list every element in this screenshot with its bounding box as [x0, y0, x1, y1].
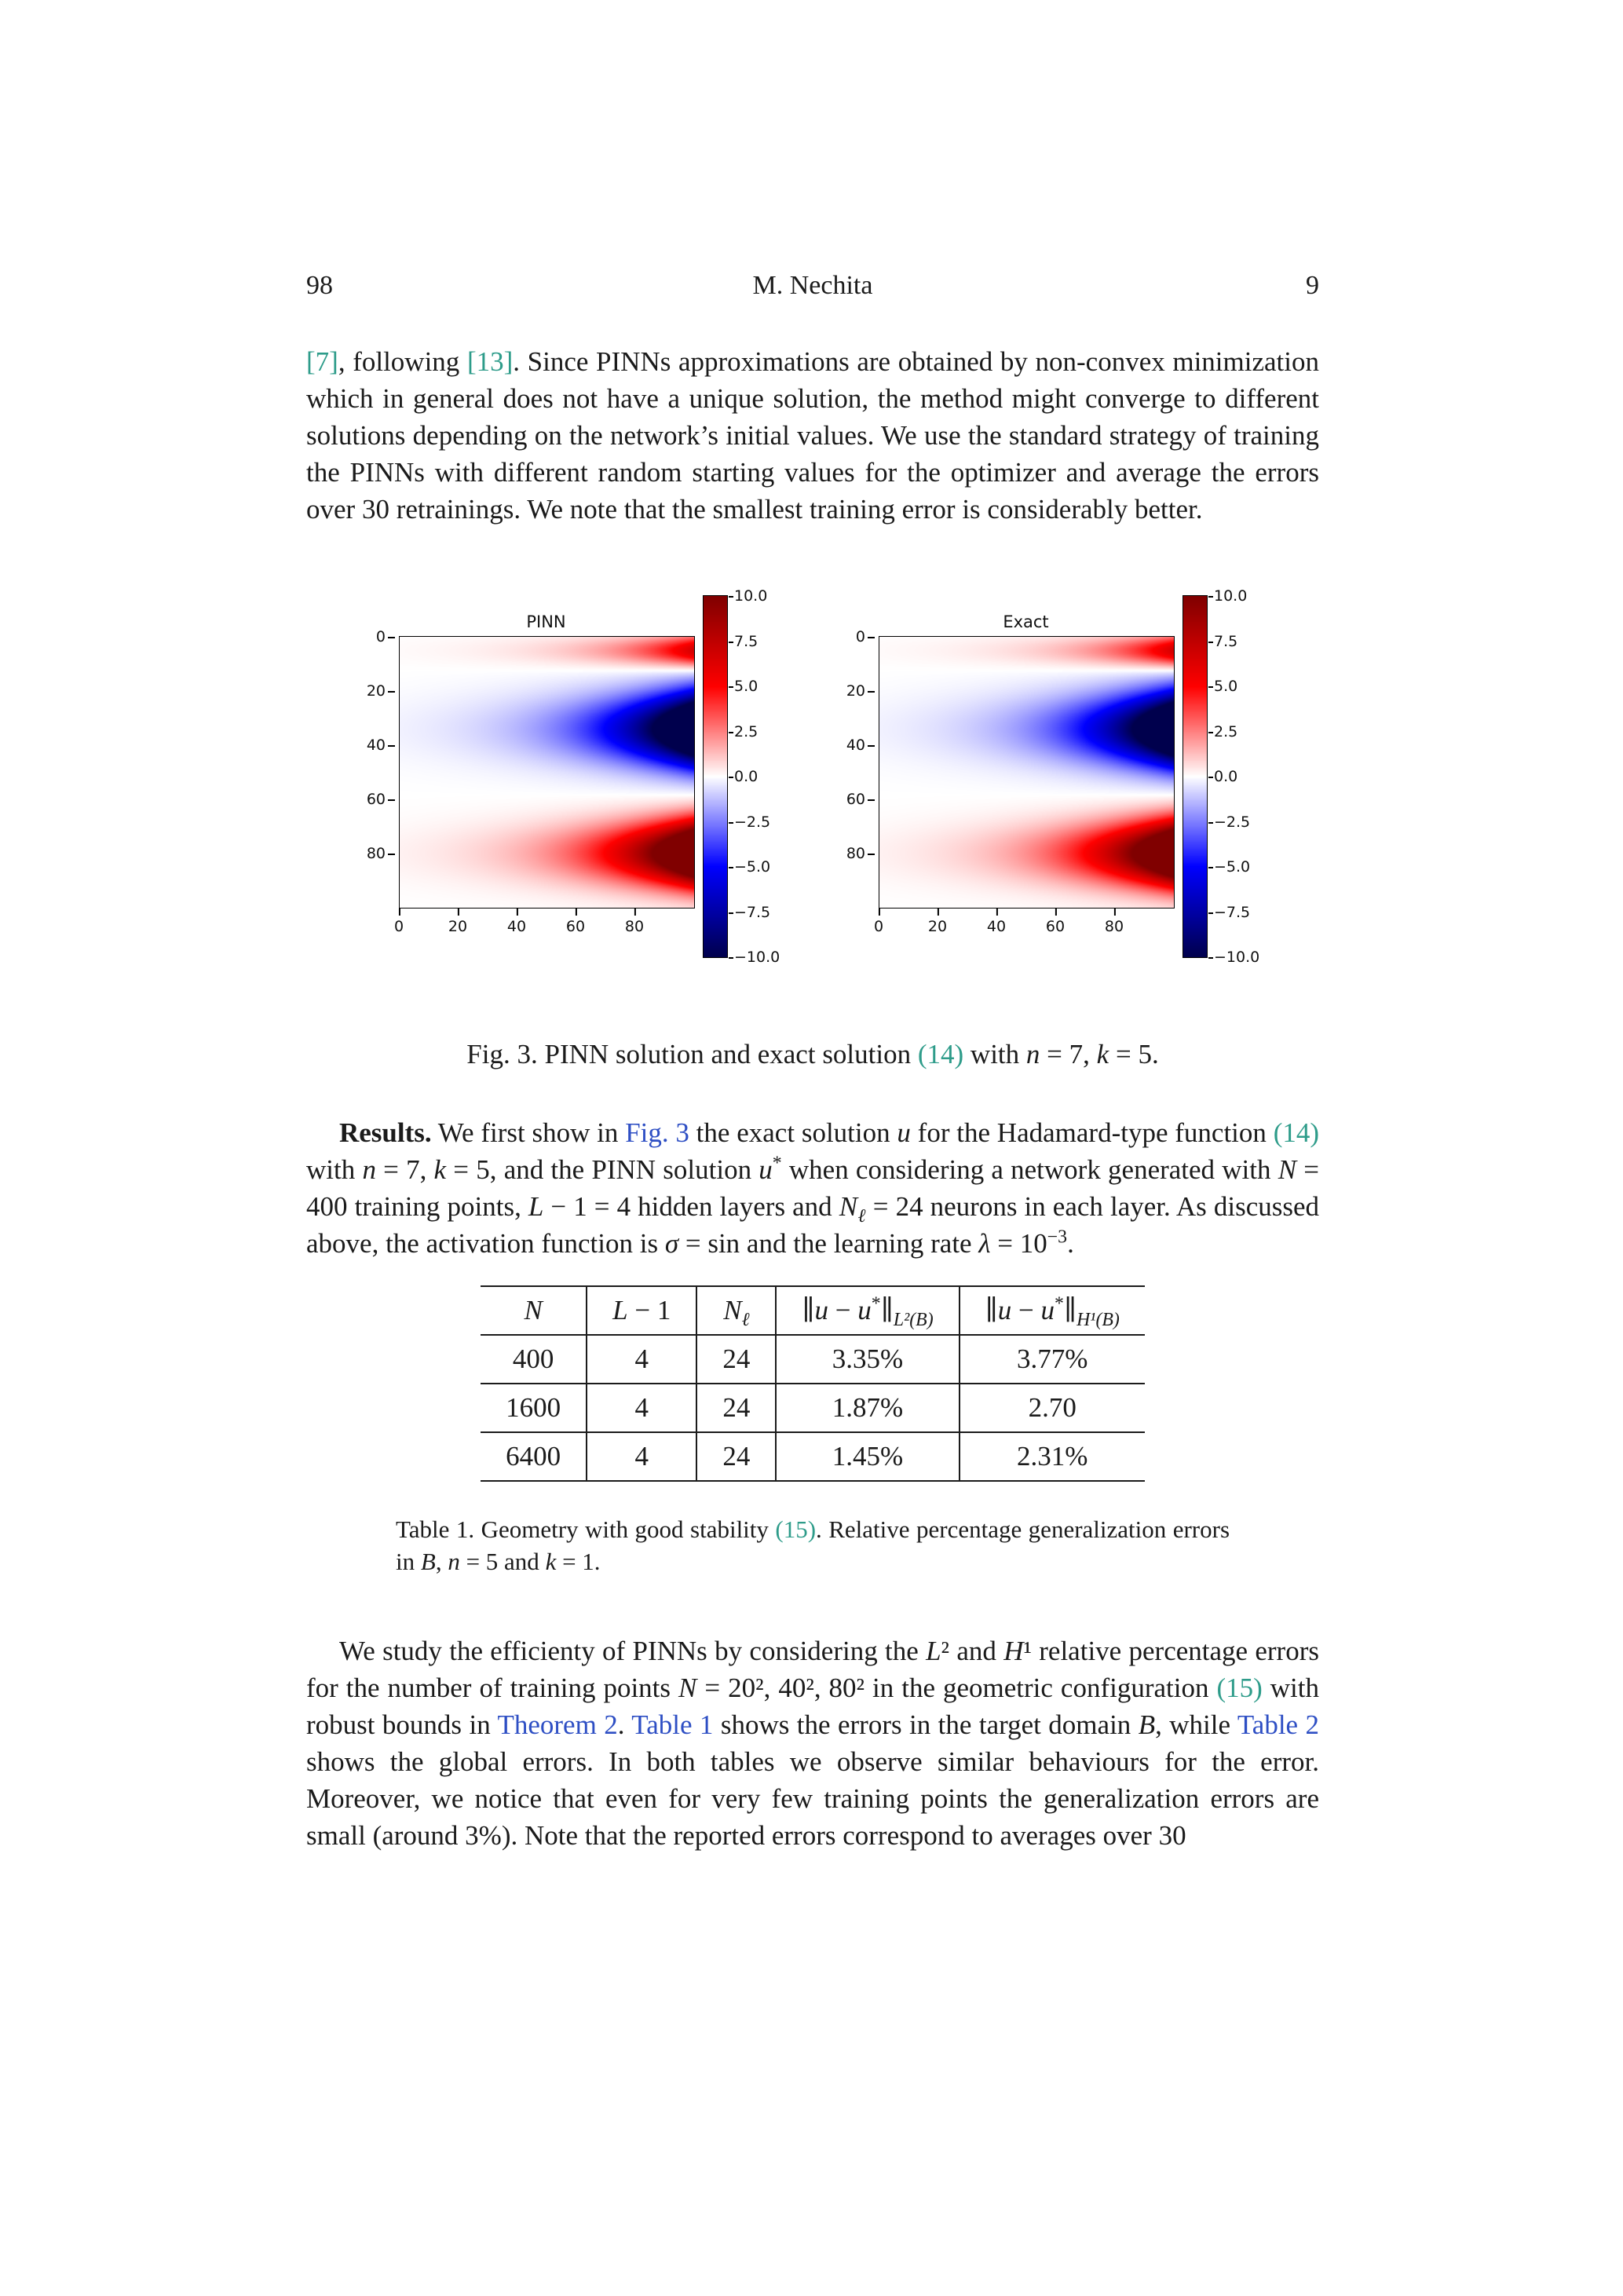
y-tick-label: 60: [366, 791, 386, 808]
y-tick-label: 80: [366, 845, 386, 862]
text-run: = 10: [990, 1228, 1047, 1259]
y-tick-label: 60: [846, 791, 865, 808]
text-run: when considering a network generated with: [781, 1154, 1278, 1185]
text-run: ∥: [985, 1295, 998, 1325]
text-run: −: [828, 1295, 858, 1325]
text-run: N: [678, 1673, 697, 1703]
exact-y-axis: [842, 628, 876, 908]
colorbar-tick-label: −10.0: [1214, 949, 1260, 966]
text-run: k: [1096, 1039, 1109, 1069]
ref-link[interactable]: Fig. 3: [625, 1117, 689, 1148]
text-run: We first show in: [431, 1117, 626, 1148]
running-head: [306, 271, 1319, 309]
text-run: N: [839, 1191, 858, 1222]
text-run: ℓ: [741, 1310, 750, 1330]
text-run: λ: [978, 1228, 991, 1259]
pinn-y-axis: [362, 628, 397, 908]
text-run: u: [1040, 1295, 1055, 1325]
exact-plot-title: Exact: [1003, 612, 1049, 631]
y-tick-label: 80: [846, 845, 865, 862]
text-run: L²(B): [893, 1310, 934, 1330]
text-run: , following: [338, 346, 467, 377]
pinn-plot-title: PINN: [526, 612, 566, 631]
colorbar-tick-label: −5.0: [1214, 858, 1251, 876]
table-cell: 4: [587, 1384, 696, 1432]
text-run: B: [1138, 1709, 1156, 1740]
pinn-panel-group: [361, 587, 784, 966]
x-tick-label: 20: [927, 918, 948, 935]
table-cell: 4: [587, 1335, 696, 1384]
x-tick-label: 60: [565, 918, 586, 935]
ref-link[interactable]: Theorem 2: [497, 1709, 618, 1740]
text-run: the exact solution: [689, 1117, 897, 1148]
results-table-body: [481, 1335, 1145, 1481]
text-run: L: [528, 1191, 544, 1222]
text-run: ℓ: [857, 1206, 866, 1227]
colorbar-tick-label: −7.5: [734, 903, 771, 921]
text-run: = 20², 40², 80² in the geometric configuration: [696, 1673, 1217, 1703]
text-run: We study the efficienty of PINNs by considering the: [339, 1636, 927, 1666]
pinn-plot: [366, 612, 695, 941]
x-tick-label: 60: [1045, 918, 1066, 935]
table-header-cell: [587, 1286, 696, 1335]
text-run: = 7,: [1040, 1039, 1097, 1069]
ref-link[interactable]: Table 2: [1237, 1709, 1319, 1740]
ref-link[interactable]: [7]: [306, 346, 338, 377]
text-run: N: [723, 1295, 742, 1325]
colorbar-tick-label: −7.5: [1214, 903, 1251, 921]
table-row: [481, 1335, 1145, 1384]
text-run: u: [814, 1295, 829, 1325]
text-run: = 5 and: [459, 1548, 546, 1575]
table-cell: 1.45%: [776, 1432, 959, 1481]
text-run: ∥: [802, 1295, 815, 1325]
text-run: with: [963, 1039, 1026, 1069]
table-header-cell: [696, 1286, 776, 1335]
text-run: k: [433, 1154, 447, 1185]
text-run: u: [857, 1295, 872, 1325]
ref-link[interactable]: (15): [775, 1515, 817, 1543]
table-cell: 24: [696, 1432, 776, 1481]
results-table: [481, 1285, 1145, 1482]
table-header-cell: [481, 1286, 587, 1335]
y-tick-label: 40: [846, 737, 865, 754]
table-cell: 3.35%: [776, 1335, 959, 1384]
text-run: = 24 neurons in each layer. As discussed above, the activation function is: [306, 1191, 1320, 1259]
table-caption: [396, 1513, 1230, 1578]
text-run: = 5, and the PINN solution: [446, 1154, 759, 1185]
text-run: with robust bounds in: [306, 1673, 1319, 1740]
page-number-right: 9: [1306, 271, 1319, 300]
exact-colorbar-ticks: [1214, 587, 1264, 966]
table-header-cell: [960, 1286, 1145, 1335]
text-run: −3: [1047, 1227, 1068, 1248]
table-cell: 24: [696, 1384, 776, 1432]
exact-heatmap-canvas: [879, 637, 1174, 908]
text-run: n: [362, 1154, 376, 1185]
text-run: n: [1025, 1039, 1040, 1069]
x-tick-label: 80: [1104, 918, 1124, 935]
table-row: [481, 1384, 1145, 1432]
text-run: = 7,: [375, 1154, 434, 1185]
figure-3: [306, 587, 1319, 1070]
exact-panel-group: [841, 587, 1264, 966]
text-run: = 1.: [556, 1548, 601, 1575]
colorbar-tick-label: 5.0: [734, 678, 758, 695]
ref-link[interactable]: [13]: [466, 346, 514, 377]
paragraph-study: [306, 1632, 1319, 1854]
x-tick-label: 40: [506, 918, 527, 935]
text-run: = sin and the learning rate: [678, 1228, 979, 1259]
text-run: = 5.: [1109, 1039, 1159, 1069]
paragraph-results: [306, 1114, 1319, 1262]
colorbar-tick-label: −2.5: [1214, 813, 1251, 831]
colorbar-tick-label: 7.5: [1214, 632, 1238, 650]
text-run: ² and: [941, 1636, 1004, 1666]
text-run: ∥: [880, 1295, 894, 1325]
y-tick-label: 20: [366, 682, 386, 700]
ref-link[interactable]: Table 1: [631, 1709, 714, 1740]
table-cell: 2.70: [1028, 1392, 1077, 1423]
text-run: = 400 training points,: [306, 1154, 1319, 1222]
pinn-x-axis: [393, 909, 693, 941]
text-run: , while: [1155, 1709, 1237, 1740]
pinn-heatmap-canvas: [400, 637, 694, 908]
y-tick-label: 0: [375, 628, 386, 645]
text-run: .: [617, 1709, 632, 1740]
x-tick-label: 20: [448, 918, 468, 935]
text-run: shows the global errors. In both tables we observe similar behaviours for the error. Moreover, we notice that even for very few training points the generalization errors are small (around 3%). Note that the reported errors correspond to averages over 30: [306, 1746, 1319, 1851]
colorbar-tick-label: −10.0: [734, 949, 780, 966]
text-run: for the Hadamard-type function: [910, 1117, 1274, 1148]
pinn-colorbar-ticks: [734, 587, 784, 966]
text-run: L: [926, 1636, 941, 1666]
text-run: n: [448, 1548, 460, 1575]
table-row: [481, 1432, 1145, 1481]
figure-row: [306, 587, 1319, 966]
text-run: ,: [435, 1548, 448, 1575]
pinn-colorbar-canvas: [703, 595, 728, 958]
ref-link[interactable]: (15): [1216, 1673, 1263, 1703]
text-run: .: [1067, 1228, 1074, 1259]
text-run: N: [524, 1295, 543, 1325]
text-run: L: [612, 1295, 628, 1325]
table-header-row: [481, 1286, 1145, 1335]
text-run: ∥: [1063, 1295, 1077, 1325]
exact-colorbar-canvas: [1183, 595, 1208, 958]
pinn-colorbar: [703, 587, 784, 966]
table-cell: 6400: [481, 1432, 587, 1481]
figure-caption: [306, 1039, 1319, 1070]
running-title: M. Nechita: [752, 271, 873, 300]
text-run: H¹(B): [1077, 1310, 1120, 1330]
table-cell: 4: [587, 1432, 696, 1481]
colorbar-tick-label: −2.5: [734, 813, 771, 831]
colorbar-tick-label: 5.0: [1214, 678, 1238, 695]
text-run: B: [420, 1548, 436, 1575]
exact-colorbar: [1183, 587, 1264, 966]
y-tick-label: 0: [855, 628, 865, 645]
text-run: u: [758, 1154, 773, 1185]
text-run: −: [1011, 1295, 1041, 1325]
colorbar-tick-label: 2.5: [734, 722, 758, 740]
text-run: ¹ relative percentage errors for the number of training points: [306, 1636, 1319, 1703]
text-run: − 1 = 4 hidden layers and: [543, 1191, 839, 1222]
text-run: Table 1. Geometry with good stability: [396, 1515, 776, 1543]
text-run: u: [897, 1117, 911, 1148]
y-tick-label: 20: [846, 682, 865, 700]
text-run: σ: [664, 1228, 679, 1259]
table-cell: 1600: [481, 1384, 587, 1432]
x-tick-label: 40: [986, 918, 1007, 935]
text-run: *: [871, 1293, 881, 1314]
table-cell: 2.31%: [1017, 1441, 1088, 1472]
x-tick-label: 0: [393, 918, 404, 935]
colorbar-tick-label: 10.0: [734, 587, 768, 605]
paragraph-intro: [306, 343, 1319, 528]
text-run: N: [1278, 1154, 1297, 1185]
exact-x-axis: [873, 909, 1173, 941]
colorbar-tick-label: 2.5: [1214, 722, 1238, 740]
table-cell: 3.77%: [1017, 1344, 1088, 1374]
text-run: Results.: [339, 1117, 432, 1148]
table-cell: 24: [696, 1335, 776, 1384]
exact-plot: [846, 612, 1175, 941]
text-run: − 1: [627, 1295, 671, 1325]
text-run: with: [306, 1154, 363, 1185]
colorbar-tick-label: 7.5: [734, 632, 758, 650]
text-run: *: [772, 1153, 782, 1174]
table-cell: 400: [481, 1335, 587, 1384]
exact-plot-area: [846, 628, 1175, 909]
x-tick-label: 0: [873, 918, 884, 935]
text-run: shows the errors in the target domain: [713, 1709, 1139, 1740]
colorbar-tick-label: 0.0: [1214, 768, 1238, 785]
colorbar-tick-label: −5.0: [734, 858, 771, 876]
pinn-plot-area: [366, 628, 695, 909]
colorbar-tick-label: 0.0: [734, 768, 758, 785]
text-run: k: [545, 1548, 557, 1575]
table-header-cell: [776, 1286, 959, 1335]
ref-link[interactable]: (14): [1273, 1117, 1319, 1148]
text-run: *: [1055, 1293, 1064, 1314]
y-tick-label: 40: [366, 737, 386, 754]
text-run: H: [1003, 1636, 1024, 1666]
results-table-head: [481, 1286, 1145, 1335]
text-run: . Since PINNs approximations are obtained by non-convex minimization which in general does not have a unique solution, the method might converge to different solutions depending on the network’s initial values. We use the standard strategy of training the PINNs with different random starting values for the optimizer and average the errors over 30 retrainings. We note that the smallest training error is considerably better.: [306, 346, 1320, 525]
text-run: . Relative percentage generalization errors in: [396, 1515, 1230, 1575]
ref-link[interactable]: (14): [917, 1039, 964, 1069]
text-run: u: [997, 1295, 1012, 1325]
table-cell: 1.87%: [776, 1384, 959, 1432]
colorbar-tick-label: 10.0: [1214, 587, 1248, 605]
x-tick-label: 80: [624, 918, 645, 935]
text-run: Fig. 3. PINN solution and exact solution: [466, 1039, 918, 1069]
page-number-left: 98: [306, 271, 333, 300]
